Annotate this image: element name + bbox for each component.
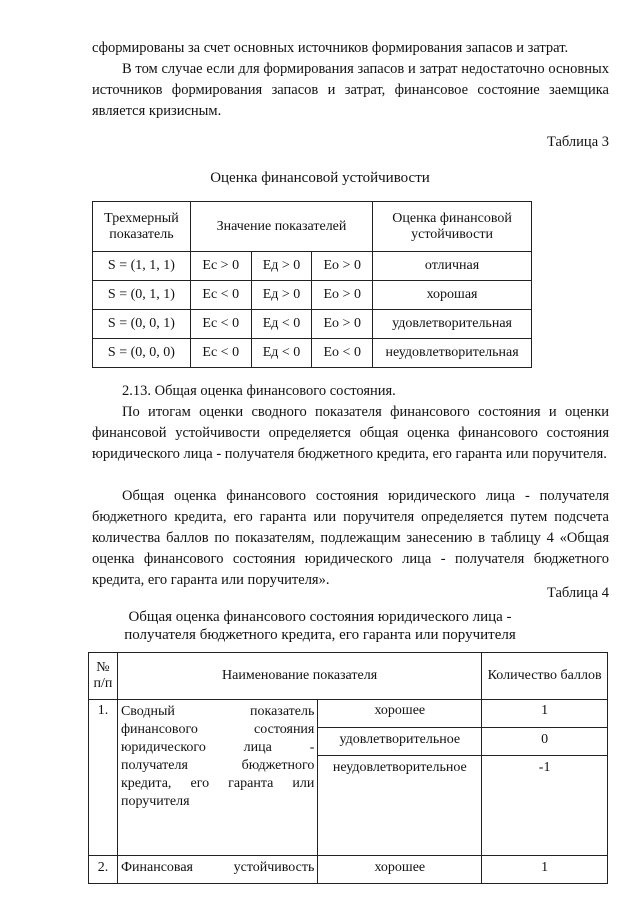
table3-cell-ec: Ес < 0 — [190, 310, 251, 339]
table3-cell-ec: Ес > 0 — [190, 252, 251, 281]
paragraph-crisis: В том случае если для формирования запасов и затрат недостаточно основных источников формирования запасов и затрат, финансовое состояние заемщика является кризисным. — [92, 61, 609, 119]
table4-row1-name: Сводный показатель финансового состояния юридического лица - получателя бюджетного кредита, его гаранта или поручителя — [117, 700, 317, 856]
table3-header-values: Значение показателей — [190, 202, 372, 252]
paragraph-2: Общая оценка финансового состояния юридического лица - получателя бюджетного кредита, его гаранта или поручителя определяется путем подсчета количества баллов по показателям, подлежащим занесению в таблицу 4 «Общая оценка финансового состояния юридического лица - получателя бюджетного кредита, его гаранта или поручителя». — [92, 488, 609, 588]
table3-label: Таблица 3 — [546, 134, 609, 150]
table3-title: Оценка финансовой устойчивости — [210, 170, 430, 186]
table4-points: 0 — [482, 728, 608, 756]
table3-header-rating: Оценка финансовой устойчивости — [373, 202, 532, 252]
table3-cell-eo: Ео > 0 — [312, 252, 373, 281]
table3-cell-rating: неудовлетворительная — [373, 339, 532, 368]
section-heading: 2.13. Общая оценка финансового состояния. — [122, 383, 396, 399]
table4-points: 1 — [482, 856, 608, 884]
table4-title-line1: Общая оценка финансового состояния юридического лица - — [128, 609, 512, 625]
table3-cell-rating: удовлетворительная — [373, 310, 532, 339]
intro-line: сформированы за счет основных источников формирования запасов и затрат. — [92, 40, 569, 56]
table3-row — [93, 281, 532, 310]
table3-cell-ec: Ес < 0 — [190, 339, 251, 368]
table3-cell-s: S = (1, 1, 1) — [93, 252, 191, 281]
table4-header-row — [89, 653, 608, 700]
table4-points: -1 — [482, 756, 608, 856]
table3-row — [93, 310, 532, 339]
table3-cell-ed: Ед > 0 — [251, 252, 312, 281]
table4-grade: хорошее — [318, 856, 482, 884]
table4-row2-num: 2. — [89, 856, 118, 884]
table4-header-num: № п/п — [89, 653, 118, 700]
table4-row1-num: 1. — [89, 700, 118, 856]
table-row — [89, 700, 608, 728]
table3-row — [93, 252, 532, 281]
table3-cell-ed: Ед > 0 — [251, 281, 312, 310]
table3-cell-rating: отличная — [373, 252, 532, 281]
paragraph-1: По итогам оценки сводного показателя финансового состояния и оценки финансовой устойчивости определяется общая оценка финансового состояния юридического лица - получателя бюджетного кредита, его гаранта или поручителя. — [92, 404, 609, 462]
table4 — [88, 652, 608, 884]
table3-cell-s: S = (0, 0, 0) — [93, 339, 191, 368]
table4-label: Таблица 4 — [546, 585, 609, 601]
table4-title-line2: получателя бюджетного кредита, его гаранта или поручителя — [124, 627, 516, 643]
table3-cell-ec: Ес < 0 — [190, 281, 251, 310]
table3-header-row — [93, 202, 532, 252]
table3-row — [93, 339, 532, 368]
table4-grade: хорошее — [318, 700, 482, 728]
table4-header-points: Количество баллов — [482, 653, 608, 700]
table3-cell-eo: Ео > 0 — [312, 281, 373, 310]
table3 — [92, 201, 532, 368]
table-row — [89, 856, 608, 884]
table4-grade: неудовлетворительное — [318, 756, 482, 856]
table4-points: 1 — [482, 700, 608, 728]
table3-cell-s: S = (0, 0, 1) — [93, 310, 191, 339]
table3-cell-rating: хорошая — [373, 281, 532, 310]
table3-cell-s: S = (0, 1, 1) — [93, 281, 191, 310]
table3-cell-eo: Ео > 0 — [312, 310, 373, 339]
table4-header-name: Наименование показателя — [117, 653, 481, 700]
table3-header-indicator: Трехмерный показатель — [93, 202, 191, 252]
table3-cell-eo: Ео < 0 — [312, 339, 373, 368]
table3-cell-ed: Ед < 0 — [251, 339, 312, 368]
table4-grade: удовлетворительное — [318, 728, 482, 756]
table3-cell-ed: Ед < 0 — [251, 310, 312, 339]
table4-row2-name: Финансовая устойчивость — [117, 856, 317, 884]
